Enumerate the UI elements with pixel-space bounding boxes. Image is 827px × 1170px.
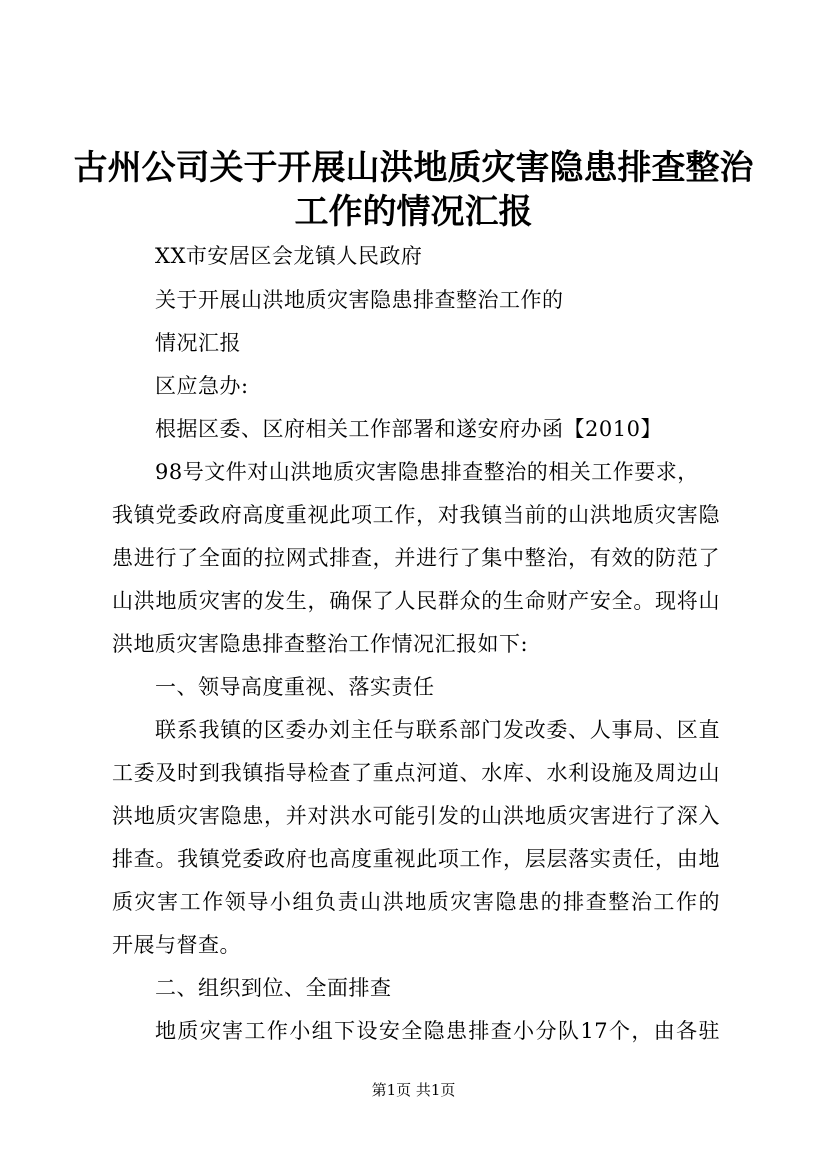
intro-line: 根据区委、区府相关工作部署和遂安府办函【2010】 <box>155 417 662 441</box>
subject-line-1: 关于开展山洪地质灾害隐患排查整治工作的 <box>155 288 564 312</box>
paragraph-1-line-3: 患进行了全面的拉网式排查，并进行了集中整治，有效的防范了 <box>112 546 720 570</box>
subject-line-2: 情况汇报 <box>155 331 241 355</box>
paragraph-2-line-3: 洪地质灾害隐患，并对洪水可能引发的山洪地质灾害进行了深入 <box>112 804 720 828</box>
paragraph-1-line-1: 98号文件对山洪地质灾害隐患排查整治的相关工作要求， <box>155 460 699 484</box>
document-title-line-1: 古州公司关于开展山洪地质灾害隐患排查整治 <box>73 148 754 188</box>
paragraph-2-line-2: 工委及时到我镇指导检查了重点河道、水库、水利设施及周边山 <box>112 761 720 785</box>
paragraph-1-line-5: 洪地质灾害隐患排查整治工作情况汇报如下: <box>112 632 529 656</box>
paragraph-1-line-4: 山洪地质灾害的发生，确保了人民群众的生命财产安全。现将山 <box>112 589 720 613</box>
paragraph-2-line-4: 排查。我镇党委政府也高度重视此项工作，层层落实责任，由地 <box>112 847 720 871</box>
page-number-footer: 第1页 共1页 <box>371 1081 456 1099</box>
paragraph-3-line-1: 地质灾害工作小组下设安全隐患排查小分队17个，由各驻 <box>155 1019 720 1043</box>
paragraph-2-line-5: 质灾害工作领导小组负责山洪地质灾害隐患的排查整治工作的 <box>112 890 720 914</box>
section-heading-1: 一、领导高度重视、落实责任 <box>155 675 435 699</box>
section-heading-2: 二、组织到位、全面排查 <box>155 976 392 1000</box>
recipient-line: 区应急办: <box>155 374 249 398</box>
paragraph-1-line-2: 我镇党委政府高度重视此项工作，对我镇当前的山洪地质灾害隐 <box>112 503 720 527</box>
paragraph-2-line-6: 开展与督查。 <box>112 933 241 957</box>
issuer-line: XX市安居区会龙镇人民政府 <box>155 244 423 268</box>
document-title-line-2: 工作的情况汇报 <box>294 192 533 232</box>
paragraph-2-line-1: 联系我镇的区委办刘主任与联系部门发改委、人事局、区直 <box>155 718 720 742</box>
